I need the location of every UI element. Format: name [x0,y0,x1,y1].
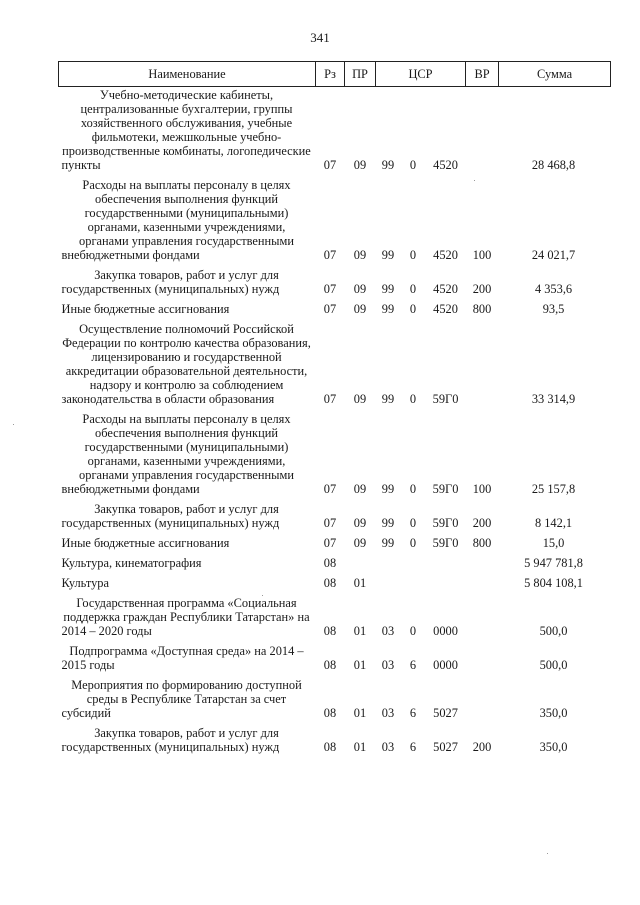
row-sum: 33 314,9 [531,392,576,406]
row-sum: 15,0 [542,536,565,550]
row-pr: 09 [353,516,367,530]
row-name: Государственная программа «Социальная поддержка граждан Республики Татарстан» на 2014 – 2020 годы [61,596,310,638]
row-sum: 8 142,1 [534,516,573,530]
row-rz: 08 [323,556,337,570]
scan-speck [547,853,548,854]
row-csr-program: 03 [381,706,395,720]
header-rz: Рз [316,62,345,87]
header-vr: ВР [466,62,499,87]
row-vr: 800 [472,302,492,316]
row-pr: 01 [353,740,367,754]
row-vr [466,321,499,411]
row-vr [466,575,499,595]
row-pr: 09 [353,302,367,316]
table-row [59,535,611,555]
row-name: Мероприятия по формированию доступной среды в Республике Татарстан за счет субсидий [61,678,302,720]
row-name: Учебно-методические кабинеты, централизованные бухгалтерии, группы хозяйственного обслуживания, учебные фильмотеки, межшкольные учебно-производственные комбинаты, логопедические пункты [61,88,311,172]
row-csr-code: 59Г0 [432,392,459,406]
row-vr [466,595,499,643]
row-rz: 07 [323,536,337,550]
row-vr [466,677,499,725]
header-csr: ЦСР [376,62,466,87]
row-pr: 09 [353,482,367,496]
row-rz: 08 [323,658,337,672]
budget-table [58,61,611,759]
row-vr: 800 [472,536,492,550]
row-vr [466,87,499,178]
row-csr-program: 03 [381,740,395,754]
header-sum: Сумма [499,62,611,87]
row-csr-subprogram: 6 [409,740,417,754]
row-csr-subprogram: 0 [409,158,417,172]
row-name: Культура, кинематография [61,556,202,570]
row-rz: 07 [323,282,337,296]
row-csr-subprogram: 0 [409,482,417,496]
row-csr-program: 99 [381,302,395,316]
table-row [59,267,611,301]
row-pr: 09 [353,158,367,172]
row-vr: 100 [472,248,492,262]
table-row [59,575,611,595]
row-csr-code: 5027 [433,706,458,720]
row-csr-program: 99 [381,482,395,496]
row-csr-code: 59Г0 [432,536,459,550]
table-row [59,87,611,178]
row-rz: 07 [323,516,337,530]
row-sum: 5 804 108,1 [524,576,583,590]
row-csr-subprogram: 0 [409,282,417,296]
row-sum: 93,5 [542,302,565,316]
row-pr: 09 [353,248,367,262]
row-csr-code [426,555,466,575]
row-vr: 200 [472,740,492,754]
row-sum: 350,0 [539,706,568,720]
row-rz: 08 [323,706,337,720]
row-vr [466,555,499,575]
row-vr [466,643,499,677]
row-csr-subprogram: 0 [409,392,417,406]
row-rz: 07 [323,248,337,262]
scan-speck [262,595,263,596]
row-sum: 28 468,8 [531,158,576,172]
row-csr-subprogram [401,555,426,575]
row-sum: 25 157,8 [531,482,576,496]
page-number: 341 [310,30,330,45]
row-pr: 01 [353,624,367,638]
row-rz: 07 [323,302,337,316]
row-vr: 200 [472,282,492,296]
row-csr-program: 99 [381,158,395,172]
scan-speck [474,180,475,181]
table-row [59,555,611,575]
table-row [59,677,611,725]
row-rz: 08 [323,576,337,590]
row-csr-code: 4520 [433,282,458,296]
row-name: Закупка товаров, работ и услуг для государственных (муниципальных) нужд [61,726,280,754]
row-rz: 08 [323,624,337,638]
row-csr-code [426,575,466,595]
scan-speck [13,424,14,425]
row-sum: 24 021,7 [531,248,576,262]
row-csr-subprogram: 0 [409,536,417,550]
row-csr-program: 03 [381,624,395,638]
table-row [59,725,611,759]
row-vr: 200 [472,516,492,530]
row-name: Иные бюджетные ассигнования [61,536,230,550]
row-name: Расходы на выплаты персоналу в целях обеспечения выполнения функций государственными (муниципальными) органами, казенными учреждениями, органами управления государственными внебюджетными фондами [61,178,294,262]
row-csr-program [376,575,401,595]
row-name: Закупка товаров, работ и услуг для государственных (муниципальных) нужд [61,502,280,530]
row-name: Культура [61,576,109,590]
row-csr-code: 59Г0 [432,516,459,530]
row-rz: 07 [323,158,337,172]
table-row [59,501,611,535]
header-name: Наименование [59,62,316,87]
row-csr-code: 4520 [433,302,458,316]
row-csr-subprogram: 0 [409,248,417,262]
table-row [59,643,611,677]
row-pr [345,555,376,575]
row-csr-subprogram: 0 [409,516,417,530]
row-rz: 08 [323,740,337,754]
row-csr-code: 4520 [433,248,458,262]
row-sum: 500,0 [539,624,568,638]
row-pr: 01 [353,706,367,720]
row-csr-program: 99 [381,282,395,296]
row-csr-program: 99 [381,536,395,550]
header-pr: ПР [345,62,376,87]
row-pr: 09 [353,392,367,406]
row-pr: 01 [353,658,367,672]
row-csr-subprogram: 0 [409,624,417,638]
row-vr: 100 [472,482,492,496]
table-row [59,595,611,643]
row-name: Подпрограмма «Доступная среда» на 2014 – 2015 годы [61,644,304,672]
row-csr-code: 0000 [433,658,458,672]
row-csr-subprogram: 0 [409,302,417,316]
row-name: Расходы на выплаты персоналу в целях обеспечения выполнения функций государственными (муниципальными) органами, казенными учреждениями, органами управления государственными внебюджетными фондами [61,412,294,496]
row-csr-code: 59Г0 [432,482,459,496]
table-header-row [59,62,611,87]
row-name: Осуществление полномочий Российской Федерации по контролю качества образования, лицензированию и государственной аккредитации образовательной деятельности, надзору и контролю за соблюдением законодательства в области образования [61,322,311,406]
table-body [59,87,611,760]
row-sum: 500,0 [539,658,568,672]
row-rz: 07 [323,482,337,496]
row-csr-program: 03 [381,658,395,672]
row-sum: 4 353,6 [534,282,573,296]
row-sum: 350,0 [539,740,568,754]
table-row [59,411,611,501]
row-rz: 07 [323,392,337,406]
row-csr-subprogram: 6 [409,706,417,720]
row-pr: 09 [353,282,367,296]
row-csr-program: 99 [381,248,395,262]
row-sum: 5 947 781,8 [524,556,583,570]
row-pr: 01 [353,576,367,590]
row-name: Иные бюджетные ассигнования [61,302,230,316]
row-csr-program [376,555,401,575]
table-row [59,321,611,411]
row-csr-code: 4520 [433,158,458,172]
row-name: Закупка товаров, работ и услуг для государственных (муниципальных) нужд [61,268,280,296]
row-csr-subprogram [401,575,426,595]
table-row [59,177,611,267]
row-csr-subprogram: 6 [409,658,417,672]
row-csr-code: 0000 [433,624,458,638]
row-pr: 09 [353,536,367,550]
row-csr-code: 5027 [433,740,458,754]
table-row [59,301,611,321]
row-csr-program: 99 [381,516,395,530]
row-csr-program: 99 [381,392,395,406]
